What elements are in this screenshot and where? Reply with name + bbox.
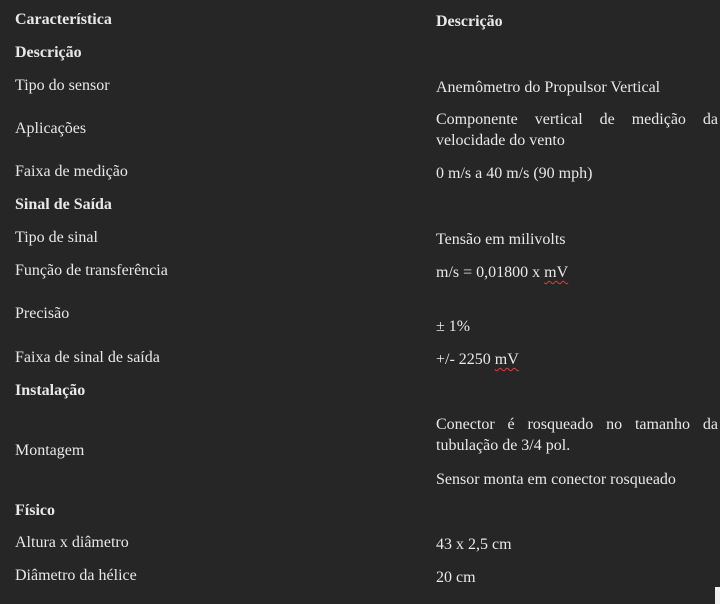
spellcheck-unit: mV [494,351,519,368]
row-label: Montagem [15,442,85,459]
row-value: 43 x 2,5 cm [436,536,512,553]
row-value: Conector é rosqueado no tamanho da tubulação de 3/4 pol. [436,416,718,454]
header-characteristic: Característica [15,11,112,28]
row-value: 20 cm [436,569,476,586]
row-label: Precisão [15,305,70,322]
row-value [436,262,718,283]
value-text: m/s = 0,01800 x [436,264,545,281]
spellcheck-unit: mV [544,264,569,281]
section-title: Descrição [15,44,82,61]
row-label: Altura x diâmetro [15,534,129,551]
value-text: +/- 2250 [436,351,495,368]
header-description: Descrição [436,13,503,30]
section-title: Instalação [15,382,86,399]
row-label: Aplicações [15,120,87,137]
row-label: Função de transferência [15,262,168,279]
row-label: Tipo de sinal [15,229,98,246]
row-label: Faixa de medição [15,163,128,180]
row-value [436,349,718,370]
row-value: Tensão em milivolts [436,231,566,248]
corner-marker [715,587,720,604]
section-title: Físico [15,502,55,519]
row-label: Diâmetro da hélice [15,567,137,584]
row-value-secondary: Sensor monta em conector rosqueado [436,471,676,488]
row-value: Anemômetro do Propulsor Vertical [436,79,661,96]
row-value: ± 1% [436,318,471,335]
row-value: Componente vertical de medição da velocidade do vento [436,111,718,149]
row-label: Tipo do sensor [15,77,110,94]
row-label: Faixa de sinal de saída [15,349,160,366]
section-title: Sinal de Saída [15,196,112,213]
row-value: 0 m/s a 40 m/s (90 mph) [436,165,593,182]
